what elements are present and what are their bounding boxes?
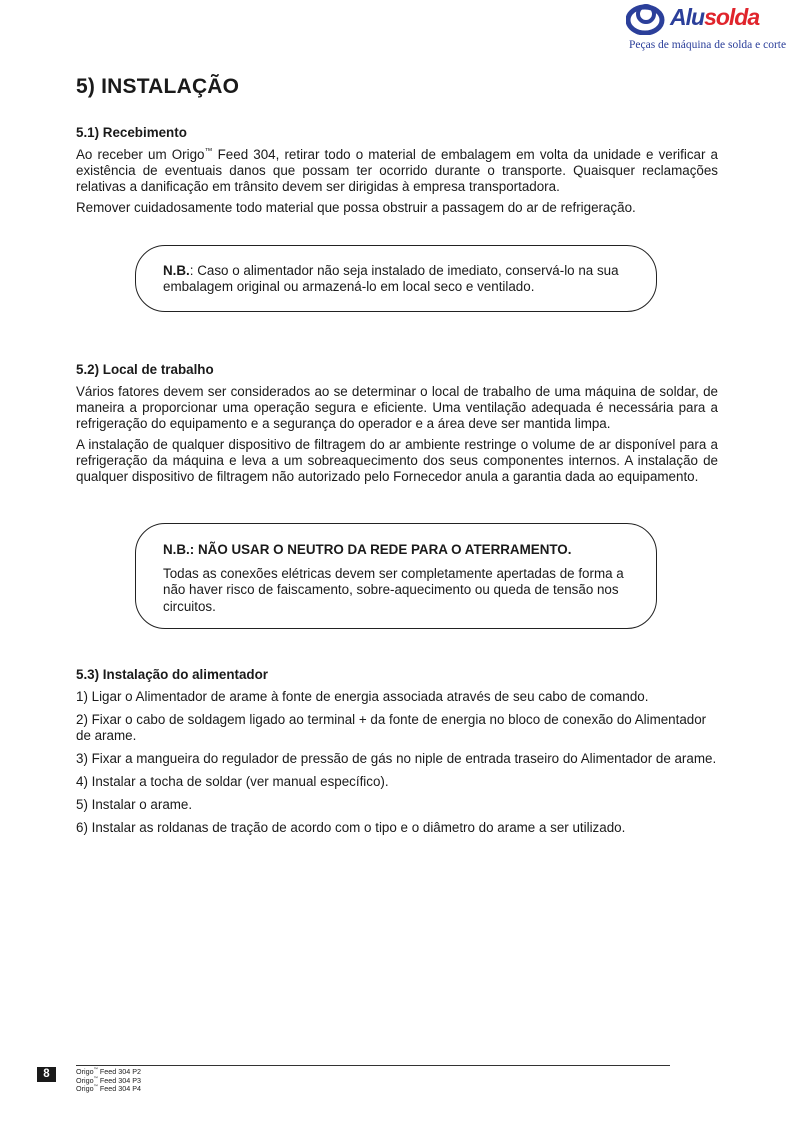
- paragraph: A instalação de qualquer dispositivo de filtragem do ar ambiente restringe o volume de ar disponível para a refrigeração da máquina e leva a um sobreaquecimento dos seus componentes internos. A instalação de qualquer dispositivo de filtragem não autorizado pelo Fornecedor anula a garantia dada ao equipamento.: [76, 436, 718, 485]
- paragraph: Remover cuidadosamente todo material que possa obstruir a passagem do ar de refrigeração.: [76, 199, 636, 215]
- page-number: 8: [37, 1067, 56, 1082]
- footer-model: Origo™ Feed 304 P4: [76, 1084, 142, 1094]
- list-item: 6) Instalar as roldanas de tração de acordo com o tipo e o diâmetro do arame a ser utilizado.: [76, 820, 626, 836]
- section-heading: 5.3) Instalação do alimentador: [76, 667, 268, 682]
- footer-model: Origo™ Feed 304 P3: [76, 1075, 142, 1085]
- list-item: 5) Instalar o arame.: [76, 797, 193, 813]
- list-item: 3) Fixar a mangueira do regulador de pressão de gás no niple de entrada traseiro do Alimentador de arame.: [76, 750, 717, 766]
- section-local-trabalho: [76, 362, 718, 489]
- logo-wordmark: Alusolda: [670, 4, 760, 30]
- footer-divider: [76, 1065, 670, 1066]
- logo-swirl-icon: [626, 3, 666, 35]
- note-box-grounding: [135, 523, 657, 629]
- footer-model: Origo™ Feed 304 P2: [76, 1066, 142, 1076]
- paragraph: Vários fatores devem ser considerados ao se determinar o local de trabalho de uma máquina de soldar, de maneira a proporcionar uma operação segura e eficiente. Uma ventilação adequada é necessária para a refrigeração do equipamento e a segurança do operador e a área deve ser mantida limpa.: [76, 384, 718, 432]
- paragraph: Ao receber um Origo™ Feed 304, retirar todo o material de embalagem em volta da unidade e verificar a existência de eventuais danos que possam ter ocorrido durante o transporte. Quaisquer reclamações relativas a danificação em trânsito devem ser dirigidas à empresa transportadora.: [76, 146, 719, 195]
- list-item: 1) Ligar o Alimentador de arame à fonte de energia associada através de seu cabo de comando.: [76, 689, 649, 704]
- note-box-storage: [135, 245, 657, 312]
- footer-model-list: [76, 1068, 141, 1094]
- alusolda-logo: [626, 0, 787, 56]
- list-item: 2) Fixar o cabo de soldagem ligado ao terminal + da fonte de energia no bloco de conexão do Alimentador de arame.: [76, 712, 707, 744]
- note-heading: N.B.: NÃO USAR O NEUTRO DA REDE PARA O ATERRAMENTO.: [163, 542, 572, 557]
- note-text: Todas as conexões elétricas devem ser completamente apertadas de forma a não haver risco de faiscamento, sobre-aquecimento ou queda de tensão nos circuitos.: [163, 566, 624, 614]
- section-heading: 5.1) Recebimento: [76, 125, 187, 140]
- section-instalacao-alimentador: [76, 667, 718, 843]
- section-heading: 5.2) Local de trabalho: [76, 362, 214, 377]
- logo-tagline: Peças de máquina de solda e corte: [629, 39, 787, 51]
- page-title: 5) INSTALAÇÃO: [76, 75, 240, 98]
- section-recebimento: [76, 125, 718, 220]
- list-item: 4) Instalar a tocha de soldar (ver manual específico).: [76, 773, 389, 789]
- note-text: N.B.: Caso o alimentador não seja instalado de imediato, conservá-lo na sua embalagem original ou armazená-lo em local seco e ventilado.: [163, 263, 619, 295]
